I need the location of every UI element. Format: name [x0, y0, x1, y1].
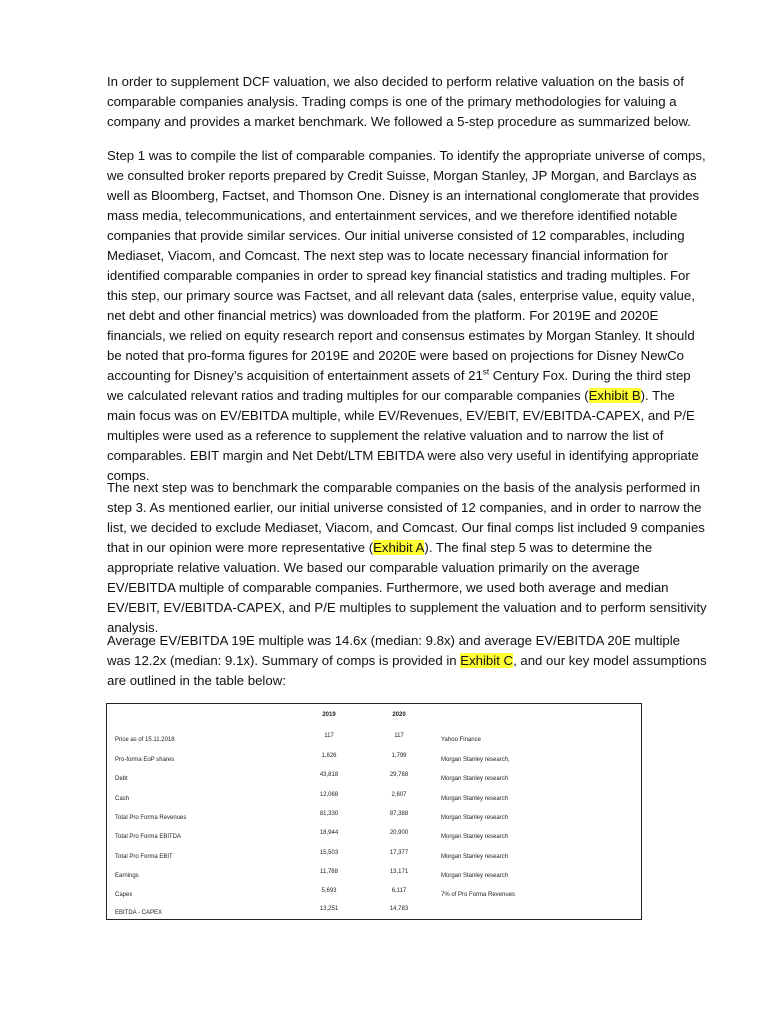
- row-source: 7% of Pro Forma Revenues: [441, 892, 516, 898]
- row-label: Cash: [115, 796, 130, 802]
- row-value-2019: 81,330: [319, 811, 339, 817]
- row-value-2020: 17,377: [389, 850, 409, 856]
- row-label: Earnings: [115, 873, 139, 879]
- paragraph-benchmark: [107, 478, 707, 638]
- paragraph-average-text-a: Average EV/EBITDA 19E multiple was 14.6x (median: 9.8x) and average EV/EBITDA 20E multiple was 12.2x (median: 9.1x). Summary of comps is provided in: [107, 633, 680, 668]
- row-value-2019: 12,068: [319, 792, 339, 798]
- table-row: [107, 906, 641, 925]
- table-row: [107, 753, 641, 772]
- row-source: Morgan Stanley research: [441, 834, 509, 840]
- table-row: [107, 733, 641, 752]
- exhibit-c-highlight: Exhibit C: [460, 653, 514, 668]
- header-2020: 2020: [392, 712, 406, 718]
- row-source: Morgan Stanley research: [441, 776, 509, 782]
- row-label: Capex: [115, 892, 133, 898]
- row-label: EBITDA - CAPEX: [115, 910, 163, 916]
- paragraph-average: [107, 631, 707, 691]
- row-label: Total Pro Forma EBITDA: [115, 834, 182, 840]
- row-value-2019: 5,693: [321, 888, 337, 894]
- assumptions-table: [106, 703, 642, 920]
- row-label: Pro-forma EoP shares: [115, 757, 175, 763]
- superscript-st: st: [482, 367, 490, 377]
- table-header-row: [107, 712, 641, 731]
- paragraph-benchmark-text-a: The next step was to benchmark the comparable companies on the basis of the analysis performed in step 3. As mentioned earlier, our initial universe consisted of 12 companies, and in order to narrow the list, we decided to exclude Mediaset, Viacom, and Comcast. Our final comps list included 9 companies that in our opinion were more representative (: [107, 480, 705, 555]
- row-label: Price as of 15.11.2018: [115, 737, 175, 743]
- row-source: Morgan Stanley research: [441, 854, 509, 860]
- paragraph-average-text-b: , and our key model assumptions are outlined in the table below:: [107, 653, 707, 688]
- row-label: Total Pro Forma Revenues: [115, 815, 187, 821]
- paragraph-intro: [107, 72, 707, 132]
- header-2019: 2019: [322, 712, 336, 718]
- row-value-2019: 15,503: [319, 850, 339, 856]
- row-value-2020: 13,171: [389, 869, 409, 875]
- row-value-2020: 20,900: [389, 830, 409, 836]
- row-source: Morgan Stanley research: [441, 873, 509, 879]
- row-value-2020: 1,799: [391, 753, 407, 759]
- paragraph-step1-text-b: Century Fox. During the third step we calculated relevant ratios and trading multiples for our comparable companies (: [107, 368, 691, 403]
- table-row: [107, 811, 641, 830]
- paragraph-step1: [107, 146, 707, 486]
- exhibit-a-highlight: Exhibit A: [373, 540, 425, 555]
- row-value-2020: 14,783: [389, 906, 409, 912]
- paragraph-intro-text: In order to supplement DCF valuation, we also decided to perform relative valuation on the basis of comparable companies analysis. Trading comps is one of the primary methodologies for valuing a company and provides a market benchmark. We followed a 5-step procedure as summarized below.: [107, 74, 691, 129]
- paragraph-benchmark-text-b: ). The final step 5 was to determine the appropriate relative valuation. We based our comparable valuation primarily on the average EV/EBITDA multiple of comparable companies. Furthermore, we used both average and median EV/EBIT, EV/EBITDA-CAPEX, and P/E multiples to supplement the valuation and to perform sensitivity analysis.: [107, 540, 707, 635]
- row-value-2019: 43,818: [319, 772, 339, 778]
- table-row: [107, 888, 641, 907]
- row-source: Morgan Stanley research: [441, 796, 509, 802]
- paragraph-step1-text-a: Step 1 was to compile the list of comparable companies. To identify the appropriate universe of comps, we consulted broker reports prepared by Credit Suisse, Morgan Stanley, JP Morgan, and Barclays as well as Bloomberg, Factset, and Thomson One. Disney is an international conglomerate that provides mass media, telecommunications, and entertainment services, and we therefore identified notable companies that provide similar services. Our initial universe consisted of 12 comparables, including Mediaset, Viacom, and Comcast. The next step was to locate necessary financial information for identified comparable companies in order to spread key financial statistics and trading multiples. For this step, our primary source was Factset, and all relevant data (sales, enterprise value, equity value, net debt and other financial metrics) was downloaded from the platform. For 2019E and 2020E financials, we relied on equity research report and consensus estimates by Morgan Stanley. It should be noted that pro-forma figures for 2019E and 2020E were based on projections for Disney NewCo accounting for Disney’s acquisition of entertainment assets of 21: [107, 148, 706, 383]
- paragraph-step1-text-c: ). The main focus was on EV/EBITDA multiple, while EV/Revenues, EV/EBIT, EV/EBITDA-CAPEX, and P/E multiples were used as a reference to supplement the relative valuation and to narrow the list of comparables. EBIT margin and Net Debt/LTM EBITDA were also very useful in identifying appropriate comps.: [107, 388, 699, 483]
- table-row: [107, 772, 641, 791]
- row-value-2020: 2,607: [391, 792, 407, 798]
- row-value-2019: 18,944: [319, 830, 339, 836]
- table-row: [107, 850, 641, 869]
- row-source: Morgan Stanley research: [441, 815, 509, 821]
- row-value-2020: 87,388: [389, 811, 409, 817]
- table-row: [107, 830, 641, 849]
- row-source: Morgan Stanley research,: [441, 757, 510, 763]
- row-value-2020: 117: [394, 733, 404, 739]
- row-value-2019: 117: [324, 733, 334, 739]
- exhibit-b-highlight: Exhibit B: [588, 388, 641, 403]
- row-value-2020: 29,768: [389, 772, 409, 778]
- row-value-2019: 1,826: [321, 753, 337, 759]
- row-label: Total Pro Forma EBIT: [115, 854, 173, 860]
- row-value-2020: 6,117: [391, 888, 407, 894]
- row-label: Debt: [115, 776, 128, 782]
- row-source: Yahoo Finance: [441, 737, 481, 743]
- table-row: [107, 869, 641, 888]
- table-row: [107, 792, 641, 811]
- row-value-2019: 13,251: [319, 906, 339, 912]
- row-value-2019: 11,788: [320, 869, 338, 875]
